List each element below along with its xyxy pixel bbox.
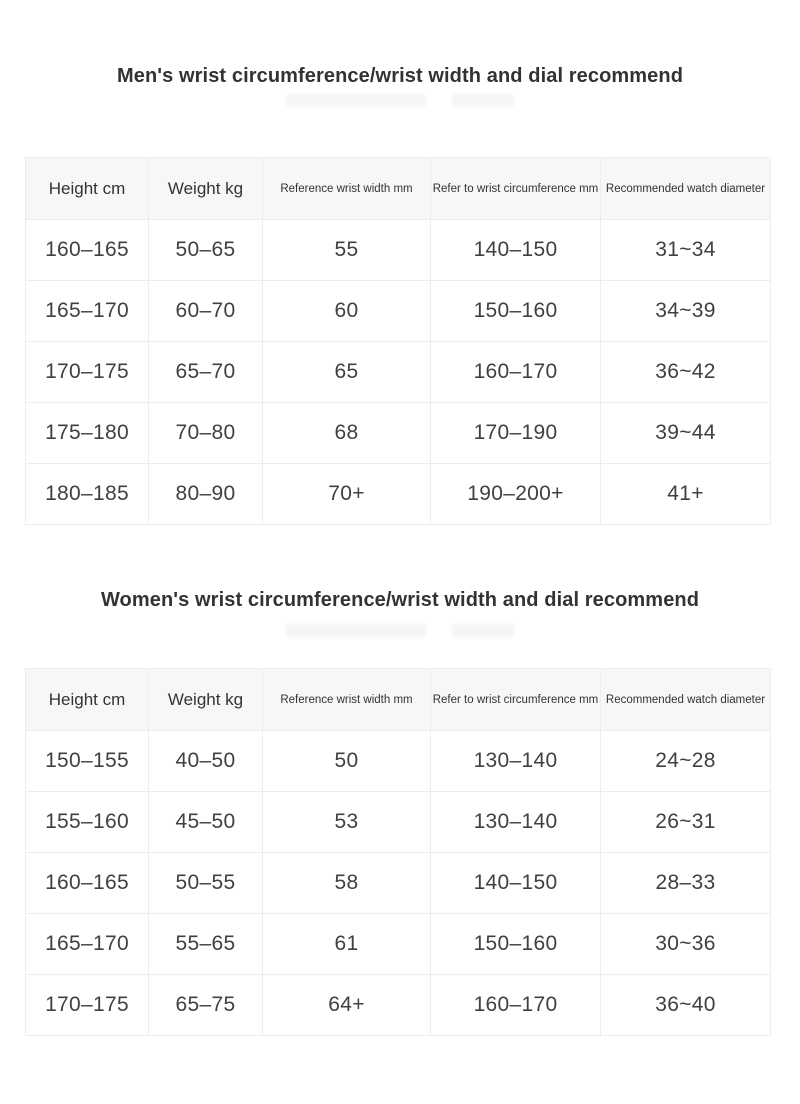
table-cell: 155–160 [26,792,149,853]
table-row [26,281,771,342]
table-cell: 150–160 [431,281,601,342]
table-cell: 41+ [601,464,771,525]
table-cell: 130–140 [431,792,601,853]
column-header-refer-to-wrist-circumference-mm: Refer to wrist circumference mm [431,158,601,220]
faded-text-artifact-row [0,93,800,108]
table-row [26,975,771,1036]
table-cell: 130–140 [431,731,601,792]
table-cell: 70–80 [149,403,263,464]
table-cell: 68 [263,403,431,464]
table-cell: 70+ [263,464,431,525]
table-cell: 61 [263,914,431,975]
table-row [26,731,771,792]
table-cell: 53 [263,792,431,853]
column-header-weight-kg: Weight kg [149,158,263,220]
table-row [26,914,771,975]
column-header-height-cm: Height cm [26,669,149,731]
table-cell: 55 [263,220,431,281]
faded-text-artifact [452,94,514,107]
womens-table-title: Women's wrist circumference/wrist width and dial recommend [100,589,700,611]
column-header-reference-wrist-width-mm: Reference wrist width mm [263,158,431,220]
table-cell: 170–175 [26,975,149,1036]
table-cell: 64+ [263,975,431,1036]
table-row [26,464,771,525]
table-cell: 50–55 [149,853,263,914]
table-cell: 140–150 [431,220,601,281]
table-cell: 60 [263,281,431,342]
column-header-reference-wrist-width-mm: Reference wrist width mm [263,669,431,731]
mens-table-header-row [26,158,771,220]
table-cell: 34~39 [601,281,771,342]
table-cell: 190–200+ [431,464,601,525]
table-cell: 65–70 [149,342,263,403]
mens-size-table [25,157,771,525]
faded-text-artifact [452,624,514,637]
table-row [26,403,771,464]
womens-size-table-section [0,525,800,1036]
column-header-recommended-watch-diameter: Recommended watch diameter [601,669,771,731]
table-cell: 28–33 [601,853,771,914]
table-cell: 175–180 [26,403,149,464]
table-cell: 150–160 [431,914,601,975]
table-cell: 30~36 [601,914,771,975]
table-cell: 60–70 [149,281,263,342]
table-row [26,342,771,403]
table-cell: 160–170 [431,342,601,403]
table-cell: 39~44 [601,403,771,464]
table-row [26,792,771,853]
table-cell: 160–165 [26,853,149,914]
table-row [26,220,771,281]
table-cell: 150–155 [26,731,149,792]
table-cell: 26~31 [601,792,771,853]
table-cell: 50–65 [149,220,263,281]
table-cell: 80–90 [149,464,263,525]
table-cell: 24~28 [601,731,771,792]
table-cell: 170–190 [431,403,601,464]
table-cell: 165–170 [26,914,149,975]
womens-size-table [25,668,771,1036]
column-header-weight-kg: Weight kg [149,669,263,731]
faded-text-artifact-row [0,623,800,638]
table-cell: 36~42 [601,342,771,403]
column-header-height-cm: Height cm [26,158,149,220]
table-cell: 55–65 [149,914,263,975]
faded-text-artifact [286,624,426,637]
faded-text-artifact [286,94,426,107]
mens-table-title: Men's wrist circumference/wrist width and dial recommend [116,65,684,87]
mens-size-table-section [0,0,800,525]
table-cell: 140–150 [431,853,601,914]
table-cell: 65 [263,342,431,403]
table-cell: 65–75 [149,975,263,1036]
table-cell: 58 [263,853,431,914]
table-cell: 50 [263,731,431,792]
table-cell: 180–185 [26,464,149,525]
womens-table-header-row [26,669,771,731]
table-cell: 170–175 [26,342,149,403]
table-cell: 31~34 [601,220,771,281]
table-cell: 160–165 [26,220,149,281]
table-cell: 45–50 [149,792,263,853]
table-cell: 165–170 [26,281,149,342]
table-row [26,853,771,914]
column-header-recommended-watch-diameter: Recommended watch diameter [601,158,771,220]
column-header-refer-to-wrist-circumference-mm: Refer to wrist circumference mm [431,669,601,731]
table-cell: 36~40 [601,975,771,1036]
table-cell: 160–170 [431,975,601,1036]
table-cell: 40–50 [149,731,263,792]
